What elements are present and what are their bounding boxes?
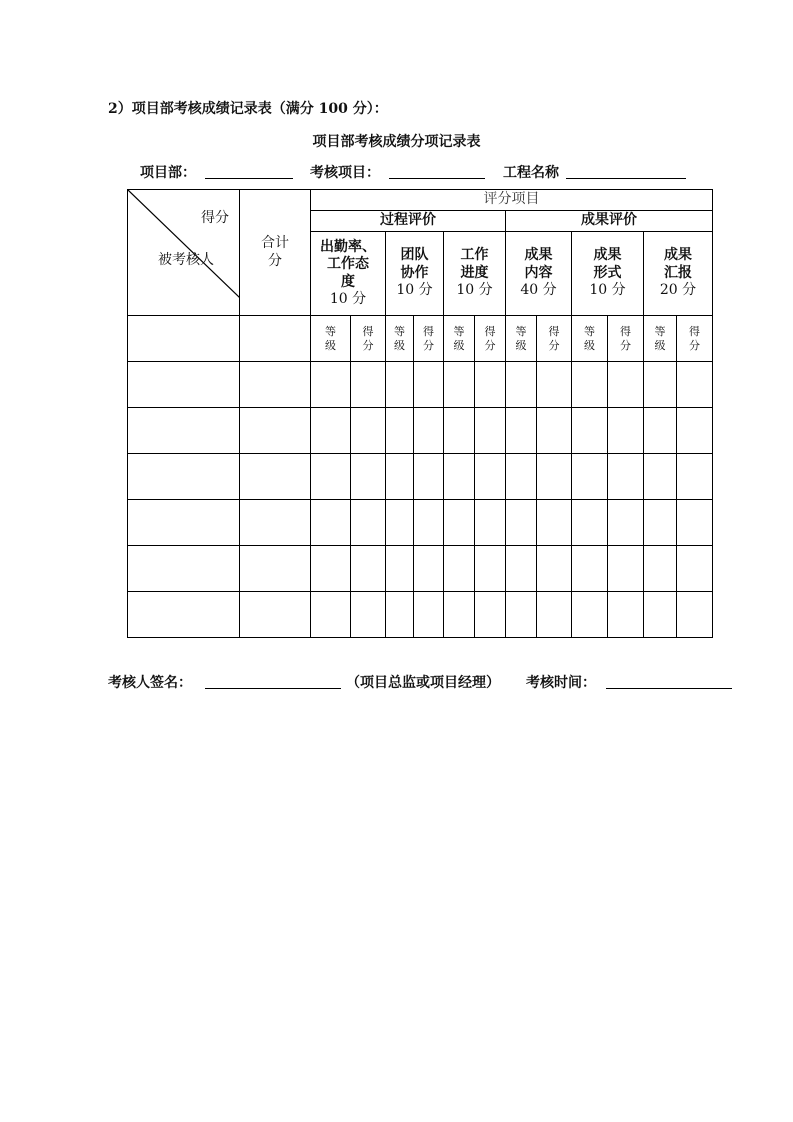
table-cell[interactable] xyxy=(351,454,386,500)
table-cell[interactable] xyxy=(572,546,608,592)
empty-cell[interactable] xyxy=(240,316,311,362)
table-cell[interactable] xyxy=(608,454,644,500)
table-cell[interactable] xyxy=(608,592,644,638)
table-cell[interactable] xyxy=(351,362,386,408)
table-cell[interactable] xyxy=(608,408,644,454)
table-cell[interactable] xyxy=(644,362,677,408)
table-cell[interactable] xyxy=(608,500,644,546)
table-cell[interactable] xyxy=(677,362,713,408)
project-blank[interactable] xyxy=(389,178,485,179)
table-cell[interactable] xyxy=(475,592,506,638)
item-header: 工作 进度 10 分 xyxy=(444,232,506,316)
table-cell[interactable] xyxy=(644,546,677,592)
table-cell[interactable] xyxy=(386,500,414,546)
table-cell[interactable] xyxy=(475,362,506,408)
table-cell[interactable] xyxy=(677,500,713,546)
table-cell[interactable] xyxy=(506,362,537,408)
table-cell[interactable] xyxy=(537,362,572,408)
table-cell[interactable] xyxy=(444,454,475,500)
table-cell[interactable] xyxy=(677,454,713,500)
table-cell[interactable] xyxy=(444,546,475,592)
table-cell[interactable] xyxy=(311,546,351,592)
corner-score-label: 得分 xyxy=(201,210,229,226)
table-cell[interactable] xyxy=(128,408,240,454)
table-cell[interactable] xyxy=(475,408,506,454)
table-cell[interactable] xyxy=(386,408,414,454)
table-cell[interactable] xyxy=(311,362,351,408)
signer-blank[interactable] xyxy=(205,688,341,689)
table-cell[interactable] xyxy=(444,408,475,454)
score-table xyxy=(127,189,713,638)
table-cell[interactable] xyxy=(128,500,240,546)
table-cell[interactable] xyxy=(311,408,351,454)
table-cell[interactable] xyxy=(128,454,240,500)
table-cell[interactable] xyxy=(572,408,608,454)
item-header: 成果 汇报 20 分 xyxy=(644,232,713,316)
table-cell[interactable] xyxy=(506,546,537,592)
table-cell[interactable] xyxy=(386,454,414,500)
table-cell[interactable] xyxy=(414,592,444,638)
total-header: 合计 分 xyxy=(240,190,311,316)
dept-blank[interactable] xyxy=(205,178,293,179)
item-header: 成果 形式 10 分 xyxy=(572,232,644,316)
table-cell[interactable] xyxy=(128,546,240,592)
project-label: 考核项目： xyxy=(310,165,380,181)
table-cell[interactable] xyxy=(475,454,506,500)
score-subheader: 得 分 xyxy=(677,316,713,362)
table-cell[interactable] xyxy=(414,362,444,408)
score-subheader: 得 分 xyxy=(475,316,506,362)
table-cell[interactable] xyxy=(608,362,644,408)
signer-note: （项目总监或项目经理） xyxy=(346,675,500,691)
table-cell[interactable] xyxy=(537,454,572,500)
grade-subheader: 等 级 xyxy=(311,316,351,362)
table-cell[interactable] xyxy=(414,500,444,546)
table-cell[interactable] xyxy=(351,500,386,546)
table-cell[interactable] xyxy=(311,454,351,500)
result-eval-header: 成果评价 xyxy=(506,211,713,232)
signer-label: 考核人签名： xyxy=(108,675,192,691)
table-cell[interactable] xyxy=(644,408,677,454)
table-cell[interactable] xyxy=(351,592,386,638)
grade-subheader: 等 级 xyxy=(644,316,677,362)
table-cell[interactable] xyxy=(240,546,311,592)
table-cell[interactable] xyxy=(572,592,608,638)
score-subheader: 得 分 xyxy=(608,316,644,362)
time-blank[interactable] xyxy=(606,688,732,689)
table-cell[interactable] xyxy=(475,546,506,592)
table-row xyxy=(128,500,713,546)
table-cell[interactable] xyxy=(414,408,444,454)
table-cell[interactable] xyxy=(608,546,644,592)
table-cell[interactable] xyxy=(351,408,386,454)
table-cell[interactable] xyxy=(572,500,608,546)
table-title: 项目部考核成绩分项记录表 xyxy=(312,134,481,150)
table-cell[interactable] xyxy=(537,500,572,546)
table-cell[interactable] xyxy=(644,454,677,500)
table-cell[interactable] xyxy=(128,592,240,638)
table-cell[interactable] xyxy=(537,546,572,592)
table-cell[interactable] xyxy=(644,500,677,546)
table-cell[interactable] xyxy=(444,592,475,638)
table-cell[interactable] xyxy=(506,454,537,500)
table-cell[interactable] xyxy=(351,546,386,592)
table-cell[interactable] xyxy=(537,408,572,454)
table-row xyxy=(128,454,713,500)
table-cell[interactable] xyxy=(240,500,311,546)
table-cell[interactable] xyxy=(506,500,537,546)
table-row xyxy=(128,408,713,454)
table-cell[interactable] xyxy=(444,500,475,546)
table-cell[interactable] xyxy=(506,592,537,638)
table-cell[interactable] xyxy=(677,408,713,454)
table-cell[interactable] xyxy=(311,500,351,546)
table-cell[interactable] xyxy=(240,454,311,500)
table-cell[interactable] xyxy=(240,408,311,454)
table-cell[interactable] xyxy=(537,592,572,638)
corner-person-label: 被考核人 xyxy=(158,252,214,268)
table-cell[interactable] xyxy=(386,546,414,592)
table-cell[interactable] xyxy=(572,454,608,500)
dept-label: 项目部： xyxy=(140,165,196,181)
grade-subheader: 等 级 xyxy=(506,316,537,362)
table-cell[interactable] xyxy=(677,546,713,592)
project-name-label: 工程名称 xyxy=(503,165,559,181)
table-row xyxy=(128,546,713,592)
table-cell[interactable] xyxy=(644,592,677,638)
score-subheader: 得 分 xyxy=(351,316,386,362)
grade-subheader: 等 级 xyxy=(444,316,475,362)
table-cell[interactable] xyxy=(572,362,608,408)
table-cell[interactable] xyxy=(240,592,311,638)
item-header: 出勤率、 工作态 度 10 分 xyxy=(311,232,386,316)
score-subheader: 得 分 xyxy=(537,316,572,362)
project-name-blank[interactable] xyxy=(566,178,686,179)
grade-subheader: 等 级 xyxy=(386,316,414,362)
item-header: 团队 协作 10 分 xyxy=(386,232,444,316)
table-cell[interactable] xyxy=(386,592,414,638)
table-row xyxy=(128,592,713,638)
table-cell[interactable] xyxy=(128,362,240,408)
table-cell[interactable] xyxy=(475,500,506,546)
grade-subheader: 等 级 xyxy=(572,316,608,362)
table-cell[interactable] xyxy=(414,454,444,500)
table-cell[interactable] xyxy=(444,362,475,408)
table-cell[interactable] xyxy=(414,546,444,592)
time-label: 考核时间： xyxy=(526,675,596,691)
table-cell[interactable] xyxy=(386,362,414,408)
empty-cell[interactable] xyxy=(128,316,240,362)
score-subheader: 得 分 xyxy=(414,316,444,362)
item-header: 成果 内容 40 分 xyxy=(506,232,572,316)
table-cell[interactable] xyxy=(311,592,351,638)
table-cell[interactable] xyxy=(240,362,311,408)
table-row xyxy=(128,362,713,408)
corner-diagonal-cell xyxy=(128,190,240,316)
scoring-items-header: 评分项目 xyxy=(311,190,713,211)
table-cell[interactable] xyxy=(677,592,713,638)
section-heading: 2）项目部考核成绩记录表（满分 100 分）： xyxy=(108,101,388,117)
process-eval-header: 过程评价 xyxy=(311,211,506,232)
table-cell[interactable] xyxy=(506,408,537,454)
